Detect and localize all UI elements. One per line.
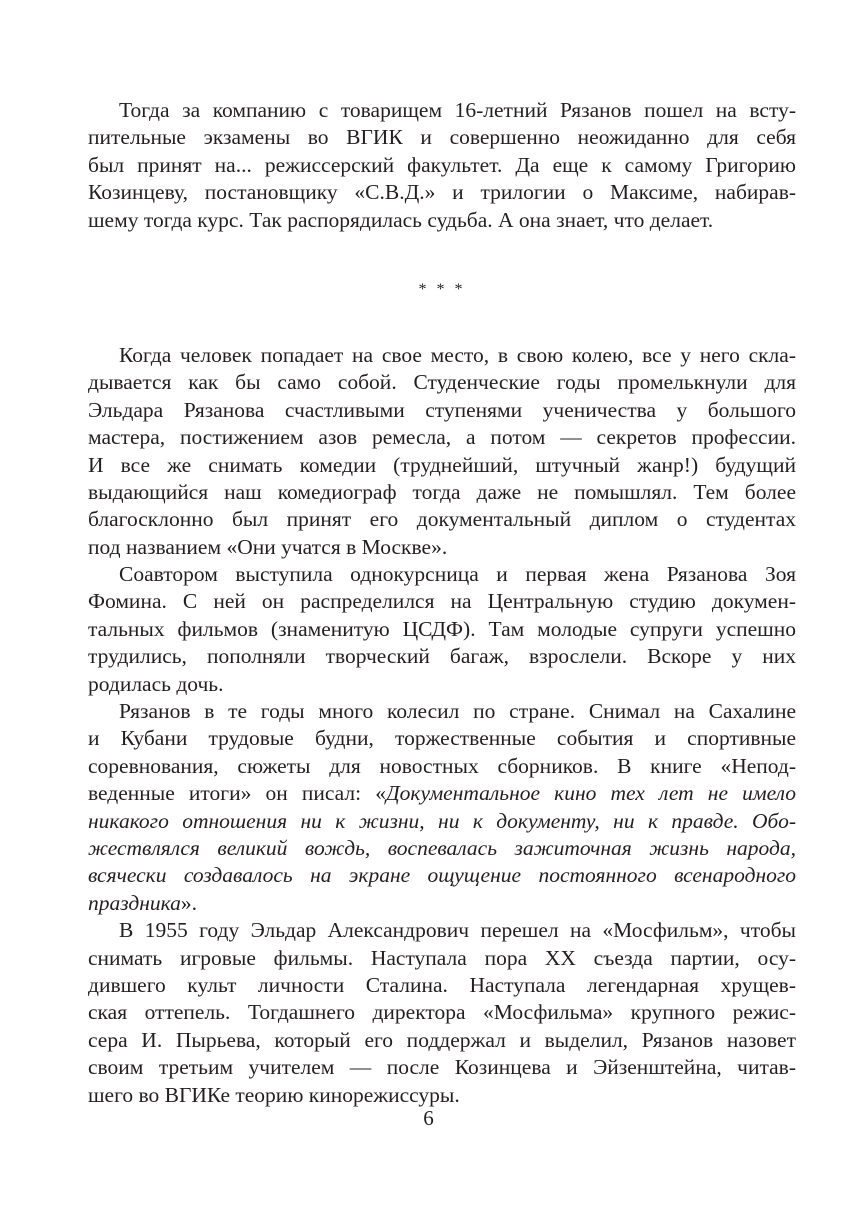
text-line (88, 698, 796, 725)
text-line (88, 479, 796, 506)
text-segment: был принят на... режиссерский факультет. Да еще к самому Григорию (88, 152, 796, 177)
text-line (88, 616, 796, 643)
text-line (88, 369, 796, 396)
text-segment: тальных фильмов (знаменитую ЦСДФ). Там молодые супруги успешно (88, 616, 796, 641)
text-line (88, 152, 796, 179)
text-segment: выдающийся наш комедиограф тогда даже не помышлял. Тем более (88, 479, 796, 504)
text-segment: своим третьим учителем — после Козинцева и Эйзенштейна, читав- (88, 1055, 796, 1080)
text-line (88, 1054, 796, 1081)
text-line (88, 1082, 796, 1109)
italic-quote-text: всячески создавалось на экране ощущение постоянного всенародного (88, 863, 796, 888)
paragraph (88, 342, 796, 561)
text-line (88, 917, 796, 944)
text-segment: ская оттепель. Тогдашнего директора «Мосфильма» крупного режис- (88, 1000, 796, 1025)
section-separator: * * * (418, 280, 466, 298)
text-segment: И все же снимать комедии (труднейший, штучный жанр!) будущий (88, 452, 796, 477)
text-segment: ». (180, 890, 198, 915)
italic-quote-text: никакого отношения ни к жизни, ни к документу, ни к правде. Обо- (88, 808, 796, 833)
text-line (88, 207, 796, 234)
text-segment: снимать игровые фильмы. Наступала пора XX съезда партии, осу- (88, 945, 796, 970)
italic-quote-text: Документальное кино тех лет не имело (385, 781, 796, 806)
text-line (88, 588, 796, 615)
paragraph (88, 698, 796, 917)
text-line (88, 671, 796, 698)
text-segment: мастера, постижением азов ремесла, а потом — секретов профессии. (88, 425, 796, 450)
text-segment: благосклонно был принят его документальный диплом о студентах (88, 507, 796, 532)
text-segment: веденные итоги» он писал: « (88, 781, 386, 806)
paragraph (88, 97, 796, 234)
text-segment: Фомина. С ней он распределился на Центральную студию докумен- (88, 589, 796, 614)
text-line (88, 1027, 796, 1054)
text-segment: Тогда за компанию с товарищем 16-летний Рязанов пошел на всту- (119, 98, 796, 122)
text-line (88, 424, 796, 451)
text-line (88, 506, 796, 533)
text-segment: и Кубани трудовые будни, торжественные события и спортивные (88, 726, 796, 751)
text-line (88, 124, 796, 151)
text-segment: шего во ВГИКе теорию кинорежиссуры. (88, 1082, 460, 1107)
text-segment: Когда человек попадает на свое место, в свою колею, все у него скла- (119, 342, 796, 367)
paragraph (88, 561, 796, 698)
text-line (88, 999, 796, 1026)
text-line (88, 534, 796, 561)
text-line (88, 643, 796, 670)
text-line (88, 753, 796, 780)
text-segment: дывается как бы само собой. Студенческие годы промелькнули для (88, 370, 796, 395)
italic-quote-text: жествлялся великий вождь, воспевалась зажиточная жизнь народа, (88, 835, 796, 860)
text-line (88, 972, 796, 999)
text-segment: шему тогда курс. Так распорядилась судьба. А она знает, что делает. (88, 207, 714, 232)
text-line (88, 452, 796, 479)
text-line (88, 179, 796, 206)
text-segment: Эльдара Рязанова счастливыми ступенями ученичества у большого (88, 397, 796, 422)
page-body (88, 97, 796, 1109)
text-line (88, 890, 796, 917)
text-line (88, 808, 796, 835)
text-line (88, 342, 796, 369)
text-line (88, 561, 796, 588)
text-segment: Рязанов в те годы много колесил по стране. Снимал на Сахалине (119, 699, 796, 724)
text-line (88, 945, 796, 972)
italic-quote-text: праздника (88, 890, 181, 915)
text-segment: Соавтором выступила однокурсница и первая жена Рязанова Зоя (119, 562, 796, 587)
text-segment: трудились, пополняли творческий багаж, взрослели. Вскоре у них (88, 644, 796, 669)
text-line (88, 397, 796, 424)
text-line (88, 862, 796, 889)
text-segment: соревнования, сюжеты для новостных сборников. В книге «Непод- (88, 753, 796, 778)
text-segment: пительные экзамены во ВГИК и совершенно неожиданно для себя (88, 125, 796, 150)
text-line (88, 780, 796, 807)
text-segment: Козинцеву, постановщику «С.В.Д.» и трилогии о Максиме, набирав- (88, 180, 796, 205)
paragraph (88, 917, 796, 1109)
text-line (88, 97, 796, 124)
text-line (88, 725, 796, 752)
text-segment: дившего культ личности Сталина. Наступала легендарная хрущев- (88, 972, 796, 997)
text-segment: сера И. Пырьева, который его поддержал и выделил, Рязанов назовет (88, 1027, 796, 1052)
page-number: 6 (423, 1106, 434, 1130)
text-segment: В 1955 году Эльдар Александрович перешел на «Мосфильм», чтобы (119, 918, 796, 943)
text-segment: родилась дочь. (88, 671, 224, 696)
text-segment: под названием «Они учатся в Москве». (88, 534, 448, 559)
text-line (88, 835, 796, 862)
